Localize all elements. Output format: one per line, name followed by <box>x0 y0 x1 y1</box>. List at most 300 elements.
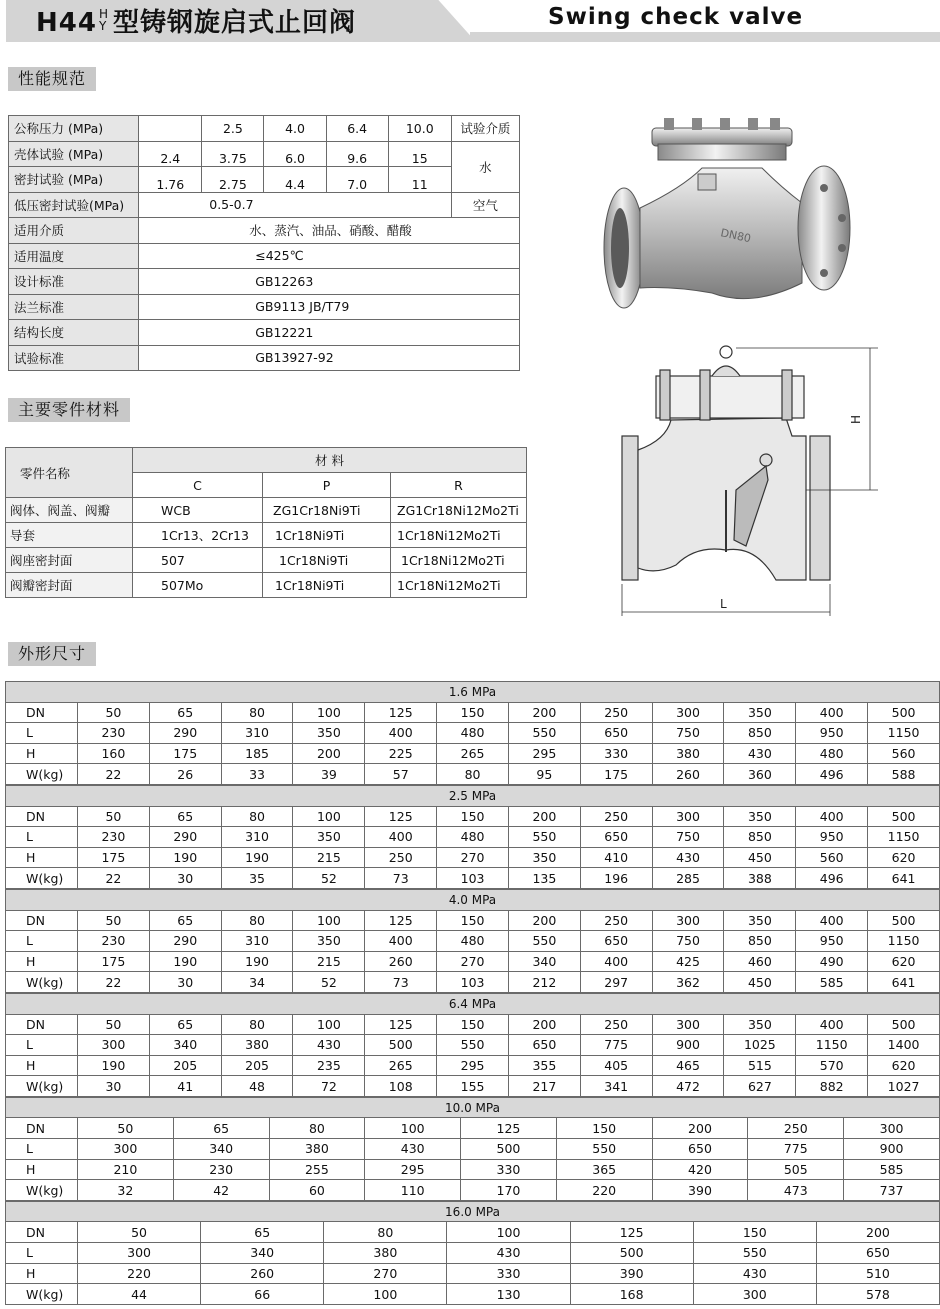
table-cell: 900 <box>652 1035 724 1056</box>
table-cell: 80 <box>269 1118 365 1139</box>
dimension-table <box>5 785 940 889</box>
table-row <box>6 1222 940 1243</box>
table-cell: 297 <box>580 972 652 993</box>
table-cell: 425 <box>652 951 724 972</box>
table-cell: 230 <box>78 827 150 848</box>
table-cell: GB13927-92 <box>139 345 520 371</box>
table-cell: 80 <box>221 806 293 827</box>
table-cell: 200 <box>816 1222 939 1243</box>
table-cell: 480 <box>437 931 509 952</box>
table-cell: 1025 <box>724 1035 796 1056</box>
table-row <box>6 847 940 868</box>
table-cell: 250 <box>365 847 437 868</box>
table-cell: 340 <box>149 1035 221 1056</box>
table-cell: GB12221 <box>139 320 520 346</box>
table-cell: 270 <box>324 1263 447 1284</box>
table-cell: 380 <box>652 743 724 764</box>
table-row <box>6 702 940 723</box>
table-cell: 57 <box>365 764 437 785</box>
table-cell: 72 <box>293 1076 365 1097</box>
table-cell: 33 <box>221 764 293 785</box>
table-cell: 260 <box>365 951 437 972</box>
table-cell: 460 <box>724 951 796 972</box>
page-title-english: Swing check valve <box>548 4 804 30</box>
table-row <box>6 743 940 764</box>
table-cell: 100 <box>293 702 365 723</box>
table-cell: 380 <box>221 1035 293 1056</box>
table-row <box>9 192 520 218</box>
table-cell: 0.5-0.7 <box>139 192 452 218</box>
table-cell: 200 <box>508 806 580 827</box>
table-cell: 水 <box>451 141 519 192</box>
table-cell: 750 <box>652 827 724 848</box>
table-cell: 150 <box>693 1222 816 1243</box>
table-cell: GB12263 <box>139 269 520 295</box>
table-cell: 190 <box>149 951 221 972</box>
table-cell: 22 <box>78 764 150 785</box>
table-cell: 260 <box>201 1263 324 1284</box>
row-label: L <box>6 1139 78 1160</box>
table-cell: 阀座密封面 <box>6 548 133 573</box>
pressure-row <box>6 889 940 910</box>
table-cell: 1Cr13、2Cr13 <box>133 523 263 548</box>
table-cell: 350 <box>724 702 796 723</box>
table-cell: 200 <box>293 743 365 764</box>
table-row <box>6 1243 940 1264</box>
dimension-table <box>5 1201 940 1305</box>
table-cell: 300 <box>652 702 724 723</box>
table-cell: 465 <box>652 1055 724 1076</box>
table-cell: 22 <box>78 972 150 993</box>
table-cell: 290 <box>149 723 221 744</box>
table-cell: 570 <box>796 1055 868 1076</box>
table-cell: 362 <box>652 972 724 993</box>
pressure-class-header: 4.0 MPa <box>6 889 940 910</box>
table-cell: 500 <box>868 806 940 827</box>
table-cell: 650 <box>816 1243 939 1264</box>
table-cell: 80 <box>221 702 293 723</box>
table-cell: 480 <box>796 743 868 764</box>
table-cell: 235 <box>293 1055 365 1076</box>
table-row <box>9 345 520 371</box>
table-cell: 585 <box>796 972 868 993</box>
table-cell: 空气 <box>451 192 519 218</box>
table-row <box>6 523 527 548</box>
table-cell: 80 <box>324 1222 447 1243</box>
table-cell: 620 <box>868 847 940 868</box>
table-cell: 250 <box>748 1118 844 1139</box>
table-cell: 205 <box>221 1055 293 1076</box>
table-row <box>6 910 940 931</box>
table-cell: 1150 <box>868 827 940 848</box>
table-cell: 641 <box>868 868 940 889</box>
table-row <box>9 116 520 142</box>
table-cell: 410 <box>580 847 652 868</box>
row-label: W(kg) <box>6 1180 78 1201</box>
table-row <box>6 723 940 744</box>
pressure-class-header: 10.0 MPa <box>6 1097 940 1118</box>
table-row <box>6 573 527 598</box>
table-cell: 340 <box>201 1243 324 1264</box>
right-flange-section <box>810 436 830 580</box>
table-cell: 230 <box>78 931 150 952</box>
title-main: 型铸钢旋启式止回阀 <box>112 8 356 38</box>
table-cell: 380 <box>324 1243 447 1264</box>
table-cell: 48 <box>221 1076 293 1097</box>
title-variant-top: H <box>98 6 109 21</box>
performance-table <box>8 115 520 371</box>
table-row <box>6 1035 940 1056</box>
table-cell: 430 <box>652 847 724 868</box>
header-rule <box>470 32 940 42</box>
table-header-cell: P <box>263 473 391 498</box>
table-cell: 9.6 <box>326 141 388 167</box>
table-cell: 340 <box>508 951 580 972</box>
table-cell: 22 <box>78 868 150 889</box>
dimension-block <box>5 1097 939 1201</box>
table-cell: 950 <box>796 723 868 744</box>
table-row <box>6 972 940 993</box>
table-cell: 3.75 <box>202 141 264 167</box>
table-cell: 360 <box>724 764 796 785</box>
table-cell: 103 <box>437 868 509 889</box>
table-cell: 95 <box>508 764 580 785</box>
table-cell: 270 <box>437 847 509 868</box>
table-cell: 1Cr18Ni9Ti <box>263 548 391 573</box>
table-cell: 1150 <box>796 1035 868 1056</box>
table-cell: 50 <box>78 806 150 827</box>
table-cell: 650 <box>580 827 652 848</box>
row-label: L <box>6 723 78 744</box>
valve-section-drawing <box>616 340 878 620</box>
table-cell: 190 <box>221 951 293 972</box>
table-cell: 41 <box>149 1076 221 1097</box>
table-row <box>6 548 527 573</box>
table-cell: 737 <box>844 1180 940 1201</box>
table-cell: 50 <box>78 1118 174 1139</box>
table-cell: 430 <box>365 1139 461 1160</box>
table-cell: 法兰标准 <box>9 294 139 320</box>
table-cell: 775 <box>748 1139 844 1160</box>
table-cell: 505 <box>748 1159 844 1180</box>
table-cell: 100 <box>324 1284 447 1305</box>
table-cell: 550 <box>508 827 580 848</box>
table-cell: 150 <box>437 806 509 827</box>
table-row <box>6 1159 940 1180</box>
table-cell: 500 <box>461 1139 557 1160</box>
table-cell: 350 <box>293 931 365 952</box>
table-cell: 650 <box>508 1035 580 1056</box>
dimension-l-label: L <box>720 597 727 611</box>
table-cell: 388 <box>724 868 796 889</box>
table-cell: 300 <box>652 806 724 827</box>
table-cell: 496 <box>796 764 868 785</box>
table-cell: 400 <box>796 1014 868 1035</box>
page-title <box>36 2 356 39</box>
table-cell: 270 <box>437 951 509 972</box>
table-cell: 490 <box>796 951 868 972</box>
table-cell: 405 <box>580 1055 652 1076</box>
table-cell: 350 <box>293 827 365 848</box>
table-cell: 42 <box>173 1180 269 1201</box>
table-cell: 341 <box>580 1076 652 1097</box>
table-cell: 80 <box>437 764 509 785</box>
table-cell: 500 <box>868 1014 940 1035</box>
table-cell: 80 <box>221 1014 293 1035</box>
title-model-variants <box>99 8 109 32</box>
table-cell: 500 <box>570 1243 693 1264</box>
table-cell: 30 <box>78 1076 150 1097</box>
table-cell: 公称压力 (MPa) <box>9 116 139 142</box>
table-cell: 65 <box>149 806 221 827</box>
left-flange-section <box>622 436 638 580</box>
table-cell: 550 <box>508 931 580 952</box>
table-cell: 500 <box>365 1035 437 1056</box>
table-cell: 355 <box>508 1055 580 1076</box>
table-cell: 510 <box>816 1263 939 1284</box>
table-cell: 108 <box>365 1076 437 1097</box>
header-bar <box>0 0 940 44</box>
table-cell: 380 <box>269 1139 365 1160</box>
table-cell: 190 <box>221 847 293 868</box>
table-cell: 480 <box>437 723 509 744</box>
side-nut <box>698 174 716 190</box>
section-performance-label: 性能规范 <box>8 67 96 91</box>
table-cell: 265 <box>365 1055 437 1076</box>
dimension-block <box>5 681 939 785</box>
table-cell: 52 <box>293 972 365 993</box>
table-cell: 阀瓣密封面 <box>6 573 133 598</box>
row-label: H <box>6 1263 78 1284</box>
dimension-table <box>5 681 940 785</box>
table-row <box>6 868 940 889</box>
table-cell: 26 <box>149 764 221 785</box>
table-cell: 215 <box>293 847 365 868</box>
table-cell: 250 <box>580 1014 652 1035</box>
table-cell: 适用介质 <box>9 218 139 244</box>
table-cell: 125 <box>461 1118 557 1139</box>
table-row <box>6 1139 940 1160</box>
bonnet-cover <box>652 128 792 146</box>
table-cell: 32 <box>78 1180 174 1201</box>
table-cell: 150 <box>437 702 509 723</box>
table-cell: ZG1Cr18Ni9Ti <box>263 498 391 523</box>
table-cell: 250 <box>580 702 652 723</box>
table-row <box>6 448 527 473</box>
table-row <box>6 1180 940 1201</box>
materials-table <box>5 447 527 598</box>
table-cell: 50 <box>78 702 150 723</box>
table-cell: 6.0 <box>264 141 326 167</box>
table-cell: 350 <box>293 723 365 744</box>
table-cell: 壳体试验 (MPa) <box>9 141 139 167</box>
table-cell: 265 <box>437 743 509 764</box>
table-cell: 210 <box>78 1159 174 1180</box>
table-cell: 620 <box>868 1055 940 1076</box>
pressure-row <box>6 993 940 1014</box>
pressure-class-header: 2.5 MPa <box>6 785 940 806</box>
table-cell: 205 <box>149 1055 221 1076</box>
dimensions-tables <box>5 681 939 1305</box>
table-cell: 130 <box>447 1284 570 1305</box>
table-cell: 450 <box>724 847 796 868</box>
table-cell: 507 <box>133 548 263 573</box>
table-cell: 290 <box>149 827 221 848</box>
table-cell: 50 <box>78 1014 150 1035</box>
table-cell: 125 <box>365 1014 437 1035</box>
table-cell: 2.5 <box>202 116 264 142</box>
table-cell: 1Cr18Ni12Mo2Ti <box>391 548 527 573</box>
row-label: DN <box>6 910 78 931</box>
pressure-row <box>6 1201 940 1222</box>
row-label: W(kg) <box>6 764 78 785</box>
title-variant-bottom: Y <box>98 18 108 33</box>
table-cell: 400 <box>365 931 437 952</box>
table-cell: 50 <box>78 1222 201 1243</box>
table-cell: 400 <box>796 910 868 931</box>
table-cell: 550 <box>508 723 580 744</box>
table-cell: 365 <box>556 1159 652 1180</box>
table-cell: 230 <box>173 1159 269 1180</box>
table-cell: 10.0 <box>388 116 451 142</box>
table-cell: 850 <box>724 723 796 744</box>
table-cell: 620 <box>868 951 940 972</box>
table-cell: 560 <box>796 847 868 868</box>
row-label: W(kg) <box>6 972 78 993</box>
table-row <box>6 827 940 848</box>
table-cell: 7.0 <box>326 167 388 193</box>
table-cell: 950 <box>796 827 868 848</box>
table-cell: 496 <box>796 868 868 889</box>
table-cell: 110 <box>365 1180 461 1201</box>
table-cell: 430 <box>447 1243 570 1264</box>
table-cell: 472 <box>652 1076 724 1097</box>
table-cell: 400 <box>796 702 868 723</box>
table-cell: 430 <box>724 743 796 764</box>
table-cell: 500 <box>868 702 940 723</box>
table-cell: 125 <box>570 1222 693 1243</box>
table-cell: 150 <box>437 1014 509 1035</box>
table-row <box>9 269 520 295</box>
table-row <box>6 498 527 523</box>
table-cell: 285 <box>652 868 724 889</box>
table-row <box>6 764 940 785</box>
table-cell: 1027 <box>868 1076 940 1097</box>
table-cell: 190 <box>78 1055 150 1076</box>
table-cell: 212 <box>508 972 580 993</box>
table-cell: 200 <box>652 1118 748 1139</box>
table-row <box>6 1014 940 1035</box>
lifting-eye <box>720 346 732 358</box>
row-label: L <box>6 1035 78 1056</box>
table-cell: 适用温度 <box>9 243 139 269</box>
table-cell: 295 <box>365 1159 461 1180</box>
table-cell: 500 <box>868 910 940 931</box>
row-label: DN <box>6 702 78 723</box>
table-cell: 34 <box>221 972 293 993</box>
table-cell: 试验标准 <box>9 345 139 371</box>
table-cell: 190 <box>149 847 221 868</box>
table-cell: 30 <box>149 868 221 889</box>
table-cell: 103 <box>437 972 509 993</box>
table-cell: 65 <box>149 1014 221 1035</box>
table-cell: 750 <box>652 931 724 952</box>
table-cell: 295 <box>437 1055 509 1076</box>
table-cell: 100 <box>293 806 365 827</box>
dimension-table <box>5 889 940 993</box>
table-cell: 550 <box>437 1035 509 1056</box>
table-cell: 低压密封试验(MPa) <box>9 192 139 218</box>
dimension-block <box>5 889 939 993</box>
table-header-cell: R <box>391 473 527 498</box>
table-cell: 588 <box>868 764 940 785</box>
row-label: H <box>6 951 78 972</box>
table-cell: 2.4 <box>139 141 202 167</box>
table-cell: 200 <box>508 1014 580 1035</box>
dimension-table <box>5 1097 940 1201</box>
table-cell: 80 <box>221 910 293 931</box>
hinge-pin <box>760 454 772 466</box>
table-cell: 650 <box>652 1139 748 1160</box>
table-cell: 300 <box>78 1035 150 1056</box>
section-materials-label: 主要零件材料 <box>8 398 130 422</box>
left-bore <box>611 208 629 288</box>
table-cell: 30 <box>149 972 221 993</box>
table-cell: 65 <box>149 702 221 723</box>
table-cell <box>139 116 202 142</box>
table-cell: 215 <box>293 951 365 972</box>
pressure-class-header: 16.0 MPa <box>6 1201 940 1222</box>
table-cell: 350 <box>724 910 796 931</box>
table-cell: 400 <box>580 951 652 972</box>
table-cell: 330 <box>580 743 652 764</box>
row-label: H <box>6 1159 78 1180</box>
table-cell: WCB <box>133 498 263 523</box>
table-cell: 65 <box>149 910 221 931</box>
table-cell: 39 <box>293 764 365 785</box>
table-cell: 密封试验 (MPa) <box>9 167 139 193</box>
table-row <box>6 951 940 972</box>
table-cell: 125 <box>365 702 437 723</box>
table-cell: 950 <box>796 931 868 952</box>
table-cell: 1Cr18Ni12Mo2Ti <box>391 523 527 548</box>
pressure-class-header: 6.4 MPa <box>6 993 940 1014</box>
table-cell: 65 <box>201 1222 324 1243</box>
table-cell: 310 <box>221 723 293 744</box>
row-label: DN <box>6 1014 78 1035</box>
table-cell: 641 <box>868 972 940 993</box>
table-cell: 627 <box>724 1076 796 1097</box>
table-cell: 1150 <box>868 723 940 744</box>
pressure-row <box>6 785 940 806</box>
table-cell: 35 <box>221 868 293 889</box>
table-row <box>6 1118 940 1139</box>
table-cell: 1150 <box>868 931 940 952</box>
table-cell: 850 <box>724 931 796 952</box>
table-cell: 310 <box>221 931 293 952</box>
table-cell: 196 <box>580 868 652 889</box>
table-cell: 390 <box>570 1263 693 1284</box>
table-cell: 350 <box>724 1014 796 1035</box>
table-row <box>9 218 520 244</box>
table-cell: 100 <box>365 1118 461 1139</box>
table-cell: 250 <box>580 910 652 931</box>
table-cell: 1.76 <box>139 167 202 193</box>
table-cell: 650 <box>580 723 652 744</box>
table-cell: 450 <box>724 972 796 993</box>
table-header-cell: C <box>133 473 263 498</box>
table-cell: 225 <box>365 743 437 764</box>
